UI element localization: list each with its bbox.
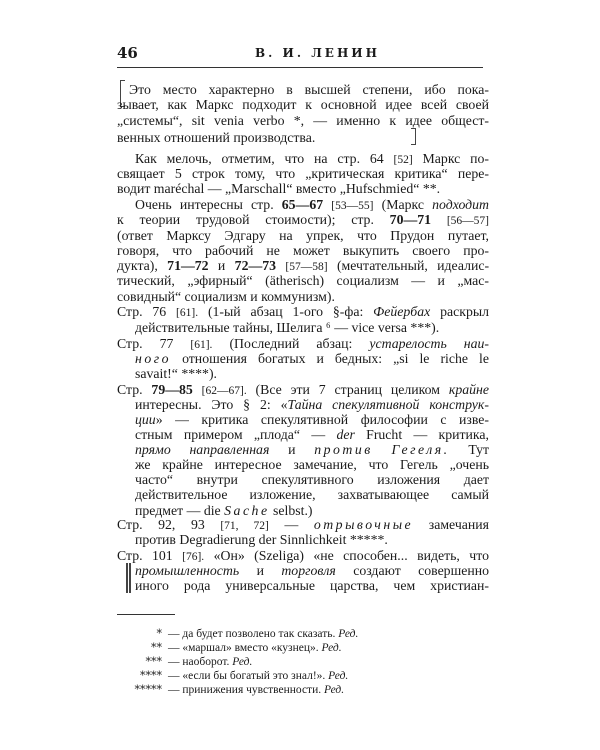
entry-line: ции» — критика спекулятивной философии с изве- (135, 411, 489, 427)
footnote-text: — принижения чувственности. Ред. (168, 684, 345, 696)
footnote-mark: **** (140, 669, 162, 682)
footnote-text: — «если бы богатый это знал!». Ред. (168, 670, 349, 682)
header-rule (117, 67, 483, 68)
paragraph-line: венных отношений производства. (117, 129, 316, 145)
entry-line: часто“ внутри спекулятивного изложения дает (135, 472, 489, 488)
paragraph-line: дукта), 71—72 и 72—73 [57—58] (мечтательный, идеалис- (117, 258, 490, 274)
footnote-mark: ** (151, 641, 162, 654)
entry-line: Стр. 92, 93 [71, 72] — отрывочные замечания (117, 516, 490, 532)
paragraph-line: Это место характерно в высшей степени, ибо пока- (129, 82, 489, 97)
entry-line: же крайне интересное замечание, что Гегель „очень (135, 457, 489, 473)
paragraph-line: тический, „эфирный“ (ätherisch) социализм — и „мас- (117, 273, 489, 289)
marginal-line (126, 563, 128, 593)
entry-line: интересны. Это § 2: «Тайна спекулятивной конструк- (135, 396, 489, 412)
paragraph-line: говоря, что рабочий не может выкупить своего про- (117, 243, 489, 259)
entry-line: действительные тайны, Шелига ⁶ — vice versa ***). (135, 319, 440, 335)
page-number: 46 (117, 44, 138, 62)
running-head: В. И. ЛЕНИН (255, 46, 380, 60)
marginal-bracket-close (411, 128, 416, 145)
footnote-rule (117, 614, 175, 615)
paragraph-line: свящает 5 строк тому, что „критическая критика“ пере- (117, 165, 489, 181)
marginal-line (129, 563, 131, 593)
entry-line: стным примером „плода“ — der Frucht — критика, (135, 426, 489, 442)
entry-line: действительное изложение, захватывающее самый (135, 487, 489, 503)
paragraph-line: к теории трудовой стоимости); стр. 70—71 [56—57] (117, 212, 489, 228)
entry-line: против Degradierung der Sinnlichkeit *****. (135, 531, 388, 547)
entry-line: Стр. 101 [76]. «Он» (Szeliga) «не способен... видеть, что (117, 547, 489, 563)
footnote-mark: *** (145, 655, 162, 668)
entry-line: прямо направленная и против Гегеля. Тут (135, 442, 490, 457)
entry-line: иного рода универсальные царства, чем христиан- (135, 578, 489, 593)
entry-line: промышленность и торговля создают совершенно (135, 562, 489, 578)
paragraph-line: Как мелочь, отметим, что на стр. 64 [52] Маркс по- (135, 150, 490, 166)
footnote-text: — да будет позволено так сказать. Ред. (168, 628, 359, 640)
paragraph-line: (ответ Марксу Эдгару на упрек, что Прудон путает, (117, 228, 489, 243)
paragraph-line: совидный“ социализм и коммунизм). (117, 288, 335, 304)
entry-line: Стр. 77 [61]. (Последний абзац: устарелость наи- (117, 335, 489, 351)
entry-line: Стр. 76 [61]. (1-ый абзац 1-ого §-фа: Фейербах раскрыл (117, 304, 489, 320)
entry-line: предмет — die Sache selbst.) (135, 502, 313, 518)
footnote-mark: ***** (134, 683, 162, 696)
paragraph-line: водит maréchal — „Marschall“ вместо „Hufschmied“ **. (117, 181, 441, 196)
footnote-text: — наоборот. Ред. (168, 656, 253, 668)
footnote-text: — «маршал» вместо «кузнец». Ред. (168, 642, 342, 654)
paragraph-line: „системы“, sit venia verbo *, — именно к идее общест- (117, 113, 489, 129)
footnote-mark: * (156, 627, 162, 640)
paragraph-line: Очень интересны стр. 65—67 [53—55] (Маркс подходит (135, 197, 490, 212)
entry-line: ного отношения богатых и бедных: „si le riche le (135, 350, 489, 366)
paragraph-line: зывает, как Маркс подходит к основной идее всей своей (117, 97, 489, 113)
entry-line: Стр. 79—85 [62—67]. (Все эти 7 страниц целиком крайне (117, 381, 489, 397)
entry-line: savait!“ ****). (135, 365, 217, 381)
